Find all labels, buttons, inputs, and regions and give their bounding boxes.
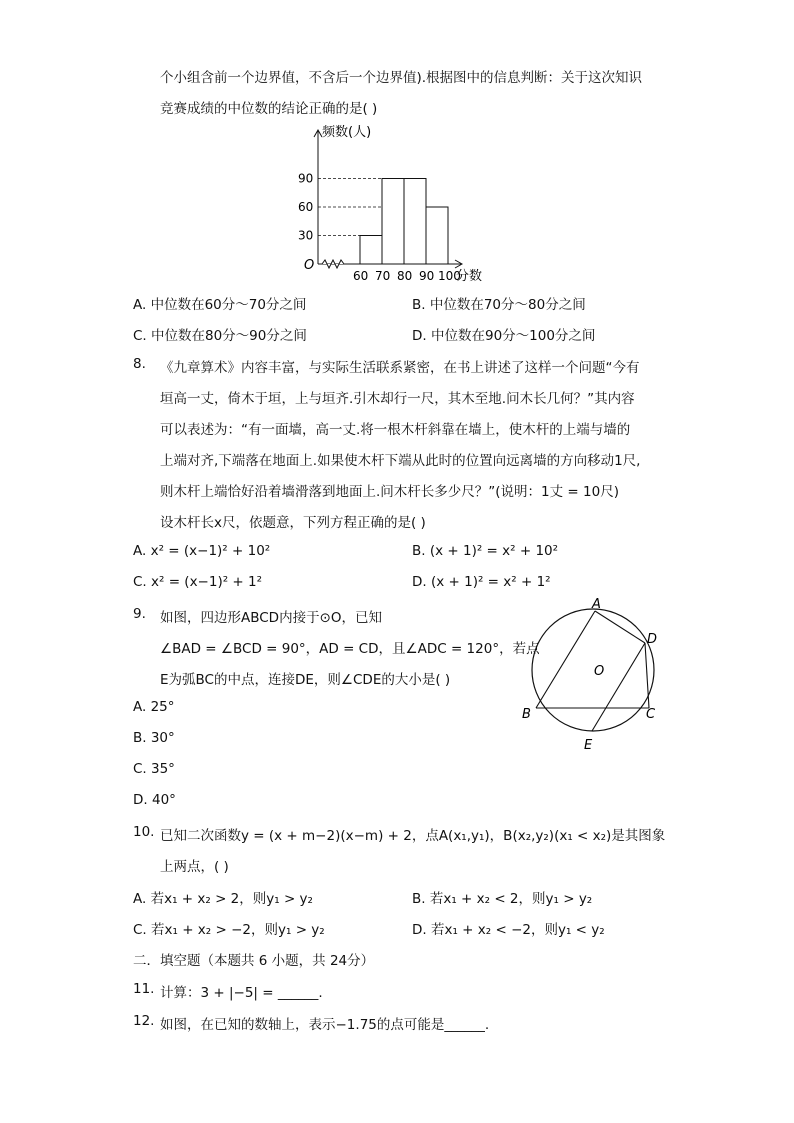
circle-quadrilateral-figure [518, 596, 668, 756]
q7-option-c[interactable]: C. 中位数在80分～90分之间 [133, 328, 307, 344]
q9-option-b[interactable]: B. 30° [133, 730, 175, 746]
segment-ab [536, 611, 595, 708]
q12-text: 如图，在已知的数轴上，表示−1.75的点可能是______. [160, 1017, 490, 1033]
q7-option-a[interactable]: A. 中位数在60分～70分之间 [133, 297, 307, 313]
circle-o [532, 609, 654, 731]
q11-text: 计算：3 + |−5| = ______. [160, 985, 323, 1001]
q7-text-line-1: 个小组含前一个边界值，不含后一个边界值).根据图中的信息判断：关于这次知识 [160, 70, 643, 86]
q7-option-b[interactable]: B. 中位数在70分～80分之间 [412, 297, 586, 313]
q9-line-3: E为弧BC的中点，连接DE，则∠CDE的大小是( ) [160, 672, 451, 688]
q9-option-c[interactable]: C. 35° [133, 761, 175, 777]
q10-option-a[interactable]: A. 若x₁ + x₂ > 2，则y₁ > y₂ [133, 891, 313, 907]
q8-line-5: 则木杆上端恰好沿着墙滑落到地面上.问木杆长多少尺？”(说明：1丈 = 10尺) [160, 484, 619, 500]
q9-line-1: 如图，四边形ABCD内接于⊙O，已知 [160, 610, 383, 626]
q7-option-d[interactable]: D. 中位数在90分～100分之间 [412, 328, 596, 344]
segment-de [592, 643, 645, 731]
x-tick-label: 100 [438, 269, 461, 283]
q8-number: 8. [133, 356, 146, 372]
y-axis-label: 频数(人) [322, 125, 372, 140]
q9-line-2: ∠BAD = ∠BCD = 90°，AD = CD，且∠ADC = 120°，若点 [160, 641, 540, 657]
section-fill-in-title: 二．填空题（本题共 6 小题，共 24分） [133, 953, 375, 969]
q10-number: 10. [133, 824, 155, 840]
y-tick-label: 60 [298, 200, 314, 214]
x-tick-label: 60 [353, 269, 369, 283]
label-d: D [647, 632, 658, 647]
label-o: O [594, 664, 605, 679]
q8-option-a[interactable]: A. x² = (x−1)² + 10² [133, 543, 271, 559]
q11-number: 11. [133, 981, 155, 997]
q8-option-b[interactable]: B. (x + 1)² = x² + 10² [412, 543, 559, 559]
q8-line-3: 可以表述为：“有一面墙，高一丈.将一根木杆斜靠在墙上，使木杆的上端与墙的 [160, 422, 631, 438]
label-c: C [646, 707, 656, 722]
q8-line-6: 设木杆长x尺，依题意，下列方程正确的是( ) [160, 515, 426, 531]
histogram-bar [404, 179, 426, 265]
q8-line-4: 上端对齐,下端落在地面上.如果使木杆下端从此时的位置向远离墙的方向移动1尺, [160, 453, 641, 469]
histogram-bar [382, 179, 404, 265]
axis-break [322, 260, 344, 268]
q8-option-d[interactable]: D. (x + 1)² = x² + 1² [412, 574, 551, 590]
q9-option-a[interactable]: A. 25° [133, 699, 175, 715]
histogram-bar [426, 207, 448, 264]
q10-line-1: 已知二次函数y = (x + m−2)(x−m) + 2，点A(x₁,y₁)，B(x₂,y₂)(x₁ < x₂)是其图象 [160, 828, 666, 844]
q8-line-1: 《九章算术》内容丰富，与实际生活联系紧密，在书上讲述了这样一个问题“今有 [160, 360, 640, 376]
x-tick-label: 70 [375, 269, 391, 283]
y-tick-label: 90 [298, 171, 314, 186]
x-tick-label: 80 [397, 269, 413, 283]
y-tick-label: 30 [298, 228, 314, 243]
x-axis-label: 分数 [456, 269, 483, 284]
q9-number: 9. [133, 606, 146, 622]
q9-option-d[interactable]: D. 40° [133, 792, 176, 808]
q8-option-c[interactable]: C. x² = (x−1)² + 1² [133, 574, 263, 590]
q10-option-d[interactable]: D. 若x₁ + x₂ < −2，则y₁ < y₂ [412, 922, 605, 938]
q10-line-2: 上两点，( ) [160, 859, 229, 875]
q10-option-c[interactable]: C. 若x₁ + x₂ > −2，则y₁ > y₂ [133, 922, 325, 938]
histogram-chart [290, 122, 510, 287]
q12-number: 12. [133, 1013, 155, 1029]
q8-line-2: 垣高一丈，倚木于垣，上与垣齐.引木却行一尺，其木至地.问木长几何？”其内容 [160, 391, 635, 407]
q7-text-line-2: 竞赛成绩的中位数的结论正确的是( ) [160, 101, 378, 117]
histogram-bar [360, 236, 382, 265]
label-a: A [592, 597, 601, 612]
label-b: B [522, 707, 531, 722]
origin-label: O [304, 258, 315, 273]
q10-option-b[interactable]: B. 若x₁ + x₂ < 2，则y₁ > y₂ [412, 891, 593, 907]
label-e: E [584, 738, 593, 753]
x-tick-label: 90 [419, 269, 435, 283]
